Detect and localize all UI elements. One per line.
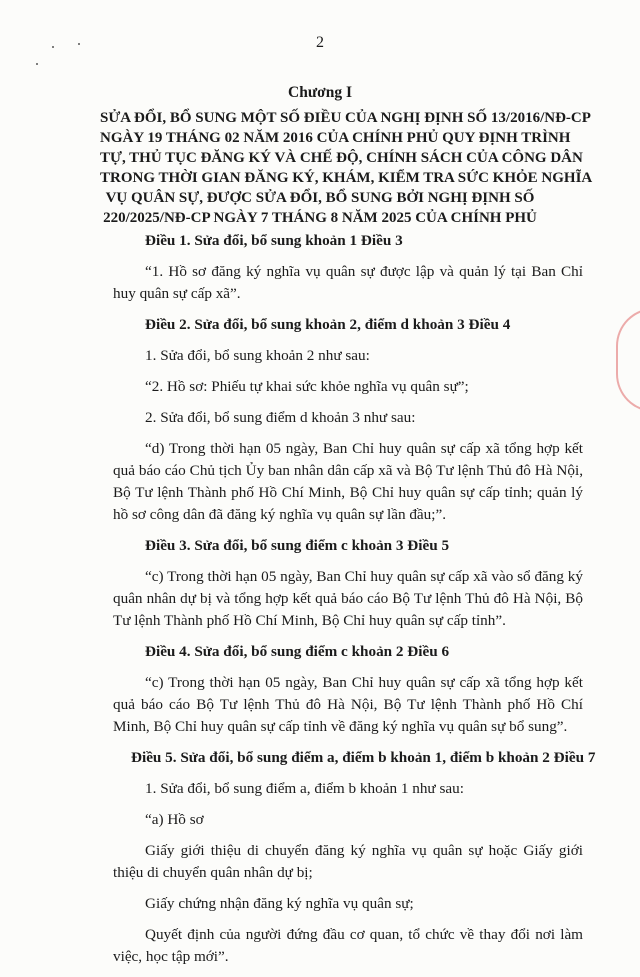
chapter-title-line: 220/2025/NĐ-CP NGÀY 7 THÁNG 8 NĂM 2025 CỦA CHÍNH PHỦ: [103, 210, 537, 226]
paragraph: “1. Hồ sơ đăng ký nghĩa vụ quân sự được lập và quản lý tại Ban Chỉ huy quân sự cấp xã”.: [113, 263, 583, 302]
article-heading: Điều 5. Sửa đổi, bổ sung điểm a, điểm b khoản 1, điểm b khoản 2 Điều 7: [131, 749, 596, 766]
paragraph: 1. Sửa đổi, bổ sung điểm a, điểm b khoản 1 như sau:: [145, 780, 464, 797]
article-heading: Điều 1. Sửa đổi, bổ sung khoản 1 Điều 3: [145, 232, 403, 249]
chapter-title-line: TRONG THỜI GIAN ĐĂNG KÝ, KHÁM, KIỂM TRA SỨC KHỎE NGHĨA: [100, 170, 593, 186]
paragraph: “a) Hồ sơ: [145, 811, 204, 828]
paragraph: Giấy giới thiệu di chuyển đăng ký nghĩa vụ quân sự hoặc Giấy giới thiệu di chuyển quân nhân dự bị;: [113, 842, 583, 881]
chapter-title-line: VỤ QUÂN SỰ, ĐƯỢC SỬA ĐỔI, BỔ SUNG BỞI NGHỊ ĐỊNH SỐ: [105, 190, 535, 206]
seal-stamp-edge: [616, 308, 640, 412]
paragraph: Quyết định của người đứng đầu cơ quan, tổ chức về thay đổi nơi làm việc, học tập mới”.: [113, 926, 583, 965]
chapter-heading: Chương I: [288, 84, 352, 101]
paragraph: “2. Hồ sơ: Phiếu tự khai sức khỏe nghĩa vụ quân sự”;: [145, 378, 469, 395]
document-body: [113, 230, 596, 977]
article-heading: Điều 3. Sửa đổi, bổ sung điểm c khoản 3 Điều 5: [145, 537, 450, 554]
article-heading: Điều 2. Sửa đổi, bổ sung khoản 2, điểm d khoản 3 Điều 4: [145, 316, 511, 333]
page-number: 2: [316, 34, 324, 51]
article-heading: Điều 4. Sửa đổi, bổ sung điểm c khoản 2 Điều 6: [145, 643, 450, 660]
chapter-title-line: SỬA ĐỔI, BỔ SUNG MỘT SỐ ĐIỀU CỦA NGHỊ ĐỊNH SỐ 13/2016/NĐ-CP: [100, 110, 591, 126]
chapter-title-line: TỰ, THỦ TỤC ĐĂNG KÝ VÀ CHẾ ĐỘ, CHÍNH SÁCH CỦA CÔNG DÂN: [100, 150, 583, 166]
paragraph: 1. Sửa đổi, bổ sung khoản 2 như sau:: [145, 347, 370, 364]
paragraph: 2. Sửa đổi, bổ sung điểm d khoản 3 như sau:: [145, 409, 416, 426]
chapter-title: [100, 108, 593, 228]
scan-speck: [36, 63, 38, 65]
paragraph: Giấy chứng nhận đăng ký nghĩa vụ quân sự;: [145, 895, 414, 912]
chapter-title-line: NGÀY 19 THÁNG 02 NĂM 2016 CỦA CHÍNH PHỦ QUY ĐỊNH TRÌNH: [100, 130, 571, 146]
paragraph: “d) Trong thời hạn 05 ngày, Ban Chỉ huy quân sự cấp xã tổng hợp kết quả báo cáo Chủ tịch Ủy ban nhân dân cấp xã và Bộ Tư lệnh Thủ đô Hà Nội, Bộ Tư lệnh Thành phố Hồ Chí Minh, Bộ Chỉ huy quân sự cấp tỉnh; quản lý hồ sơ công dân đã đăng ký nghĩa vụ quân sự lần đầu;”.: [113, 440, 583, 523]
paragraph: “c) Trong thời hạn 05 ngày, Ban Chỉ huy quân sự cấp xã tổng hợp kết quả báo cáo Bộ Tư lệnh Thủ đô Hà Nội, Bộ Tư lệnh Thành phố Hồ Chí Minh, Bộ Chỉ huy quân sự cấp tỉnh về đăng ký nghĩa vụ quân sự bổ sung”.: [113, 674, 583, 735]
paragraph: “c) Trong thời hạn 05 ngày, Ban Chỉ huy quân sự cấp xã vào sổ đăng ký quân nhân dự bị và tổng hợp kết quả báo cáo Bộ Tư lệnh Thủ đô Hà Nội, Bộ Tư lệnh Thành phố Hồ Chí Minh, Bộ Chỉ huy quân sự cấp tỉnh”.: [113, 568, 583, 629]
